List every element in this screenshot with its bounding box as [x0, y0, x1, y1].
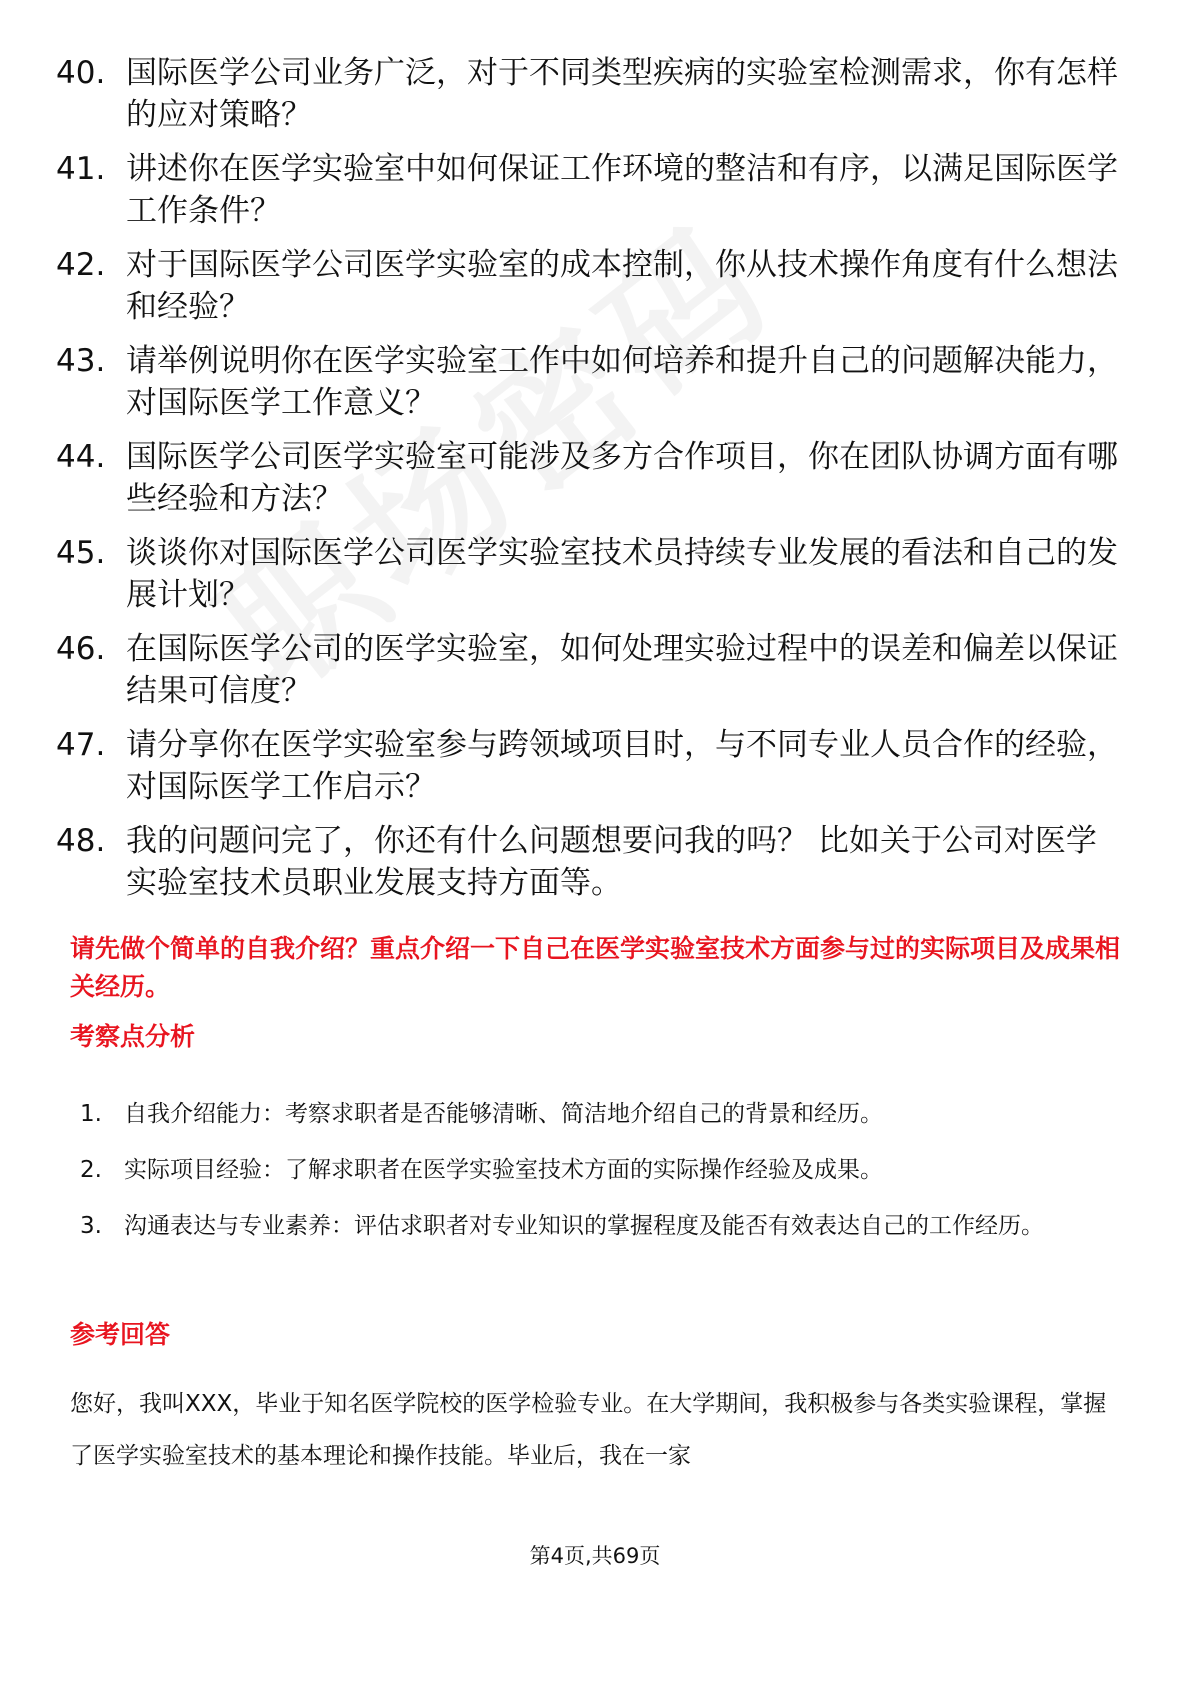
analysis-item — [80, 1142, 1120, 1198]
question-number: 42. — [56, 247, 106, 283]
question-number: 41. — [56, 151, 106, 187]
question-item — [56, 340, 1126, 424]
question-text: 请举例说明你在医学实验室工作中如何培养和提升自己的问题解决能力，对国际医学工作意义？ — [126, 343, 1118, 421]
highlight-question: 请先做个简单的自我介绍？重点介绍一下自己在医学实验室技术方面参与过的实际项目及成果相关经历。 — [70, 934, 1121, 1001]
question-text: 请分享你在医学实验室参与跨领域项目时，与不同专业人员合作的经验，对国际医学工作启示？ — [126, 727, 1118, 805]
question-text: 谈谈你对国际医学公司医学实验室技术员持续专业发展的看法和自己的发展计划？ — [126, 535, 1118, 613]
question-number: 47. — [56, 727, 106, 763]
analysis-item — [80, 1086, 1120, 1142]
question-text: 国际医学公司业务广泛，对于不同类型疾病的实验室检测需求，你有怎样的应对策略？ — [126, 55, 1118, 133]
question-item — [56, 244, 1126, 328]
question-item — [56, 724, 1126, 808]
question-text: 讲述你在医学实验室中如何保证工作环境的整洁和有序，以满足国际医学工作条件？ — [126, 151, 1118, 229]
question-number: 45. — [56, 535, 106, 571]
question-text: 对于国际医学公司医学实验室的成本控制，你从技术操作角度有什么想法和经验？ — [126, 247, 1118, 325]
question-item — [56, 436, 1126, 520]
question-number: 40. — [56, 55, 106, 91]
analysis-text: 实际项目经验：了解求职者在医学实验室技术方面的实际操作经验及成果。 — [124, 1157, 883, 1183]
answer-text: 您好，我叫XXX，毕业于知名医学院校的医学检验专业。在大学期间，我积极参与各类实验课程，掌握了医学实验室技术的基本理论和操作技能。毕业后，我在一家 — [70, 1391, 1107, 1469]
analysis-text: 自我介绍能力：考察求职者是否能够清晰、简洁地介绍自己的背景和经历。 — [124, 1101, 883, 1127]
question-item — [56, 532, 1126, 616]
analysis-number: 3. — [80, 1213, 102, 1239]
question-number: 46. — [56, 631, 106, 667]
question-text: 在国际医学公司的医学实验室，如何处理实验过程中的误差和偏差以保证结果可信度？ — [126, 631, 1118, 709]
analysis-text: 沟通表达与专业素养：评估求职者对专业知识的掌握程度及能否有效表达自己的工作经历。 — [124, 1213, 1044, 1239]
analysis-number: 1. — [80, 1101, 102, 1127]
answer-title: 参考回答 — [70, 1320, 171, 1349]
analysis-title: 考察点分析 — [70, 1022, 196, 1051]
page-footer: 第4页,共69页 — [529, 1544, 661, 1568]
question-item — [56, 628, 1126, 712]
question-number: 44. — [56, 439, 106, 475]
question-list — [56, 52, 1126, 916]
question-text: 国际医学公司医学实验室可能涉及多方合作项目，你在团队协调方面有哪些经验和方法？ — [126, 439, 1118, 517]
question-item — [56, 820, 1126, 904]
question-number: 43. — [56, 343, 106, 379]
question-number: 48. — [56, 823, 106, 859]
question-item — [56, 148, 1126, 232]
analysis-item — [80, 1198, 1120, 1254]
analysis-list — [80, 1086, 1120, 1254]
analysis-number: 2. — [80, 1157, 102, 1183]
question-item — [56, 52, 1126, 136]
question-text: 我的问题问完了，你还有什么问题想要问我的吗？ 比如关于公司对医学实验室技术员职业发展支持方面等。 — [126, 823, 1097, 901]
